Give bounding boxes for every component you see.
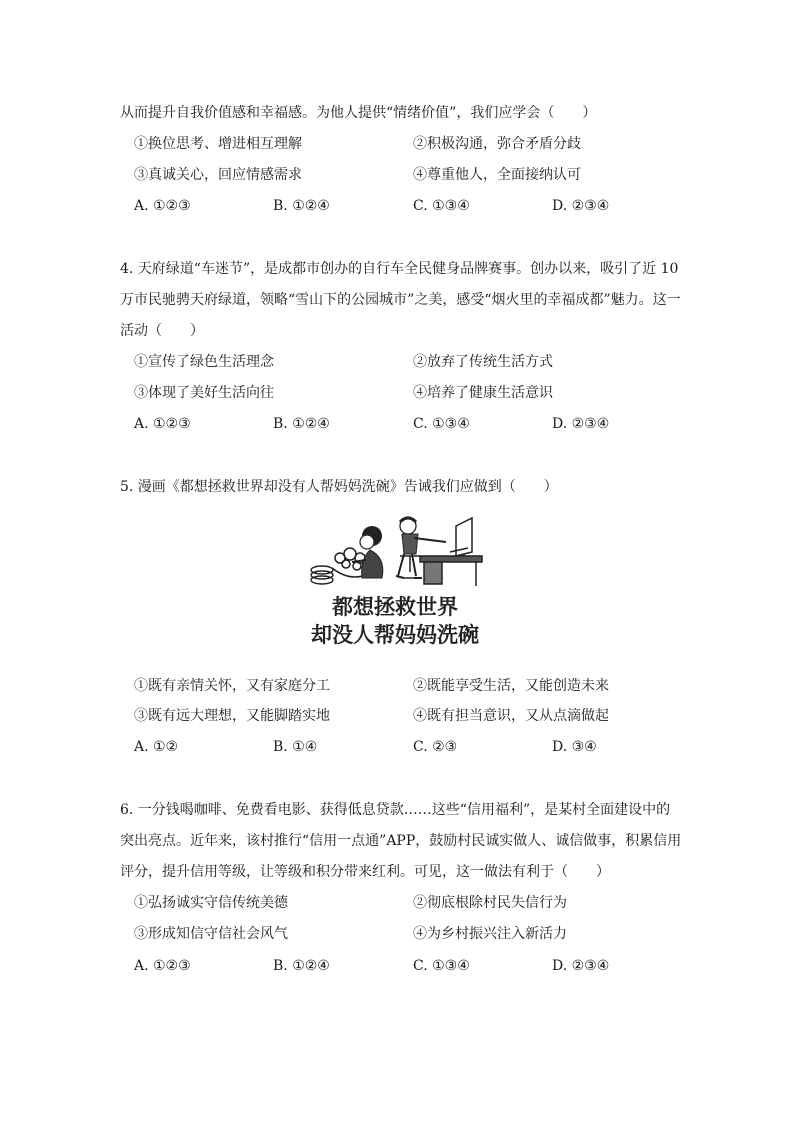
dish-stack-icon	[311, 566, 333, 584]
q3-option-4: ④尊重他人，全面接纳认可	[413, 167, 581, 183]
q4-option-4: ④培养了健康生活意识	[413, 385, 553, 401]
cartoon-caption-line-2: 却没人帮妈妈洗碗	[311, 623, 479, 647]
q5-option-3: ③既有远大理想，又能脚踏实地	[134, 708, 330, 724]
q6-option-1: ①弘扬诚实守信传统美德	[134, 895, 288, 911]
q3-choice-a: A. ①②③	[134, 198, 191, 214]
q4-stem-line-3: 活动（ ）	[120, 323, 204, 339]
q6-choice-d: D. ②③④	[552, 958, 610, 974]
q3-choice-d: D. ②③④	[552, 198, 610, 214]
cartoon-illustration	[300, 512, 490, 652]
q3-choice-b: B. ①②④	[273, 198, 330, 214]
q5-option-2: ②既能享受生活，又能创造未来	[413, 678, 609, 694]
q5-stem: 5. 漫画《都想拯救世界却没有人帮妈妈洗碗》告诫我们应做到（ ）	[120, 479, 558, 495]
q4-stem-line-1: 4. 天府绿道“车迷节”，是成都市创办的自行车全民健身品牌赛事。创办以来，吸引了近 10	[120, 261, 679, 277]
q5-choice-d: D. ③④	[552, 739, 597, 755]
q4-choice-b: B. ①②④	[273, 416, 330, 432]
q3-option-1: ①换位思考、增进相互理解	[134, 136, 302, 152]
q5-option-1: ①既有亲情关怀，又有家庭分工	[134, 678, 330, 694]
q4-option-2: ②放弃了传统生活方式	[413, 354, 553, 370]
q6-option-2: ②彻底根除村民失信行为	[413, 895, 567, 911]
q6-choice-b: B. ①②④	[273, 958, 330, 974]
q6-option-3: ③形成知信守信社会风气	[134, 926, 288, 942]
q5-choice-c: C. ②③	[413, 739, 458, 755]
q4-option-1: ①宣传了绿色生活理念	[134, 354, 274, 370]
q4-stem-line-2: 万市民驰骋天府绿道，领略“雪山下的公园城市”之美，感受“烟火里的幸福成都”魅力。这一	[120, 292, 681, 308]
q4-option-3: ③体现了美好生活向往	[134, 385, 274, 401]
q3-stem: 从而提升自我价值感和幸福感。为他人提供“情绪价值”，我们应学会（ ）	[120, 105, 597, 121]
q6-choice-a: A. ①②③	[134, 958, 191, 974]
q5-choice-a: A. ①②	[134, 739, 179, 755]
q4-choice-a: A. ①②③	[134, 416, 191, 432]
q5-option-4: ④既有担当意识，又从点滴做起	[413, 708, 609, 724]
cartoon-caption-line-1: 都想拯救世界	[332, 595, 458, 619]
q3-option-3: ③真诚关心，回应情感需求	[134, 167, 302, 183]
q6-stem-line-2: 突出亮点。近年来，该村推行“信用一点通”APP，鼓励村民诚实做人、诚信做事，积累信用	[120, 833, 682, 849]
q6-stem-line-3: 评分，提升信用等级，让等级和积分带来红利。可见，这一做法有利于（ ）	[120, 864, 610, 880]
q3-choice-c: C. ①③④	[413, 198, 470, 214]
q4-choice-c: C. ①③④	[413, 416, 470, 432]
q5-choice-b: B. ①④	[273, 739, 318, 755]
q6-stem-line-1: 6. 一分钱喝咖啡、免费看电影、获得低息贷款……这些“信用福利”，是某村全面建设中的	[120, 802, 671, 818]
q6-option-4: ④为乡村振兴注入新活力	[413, 926, 567, 942]
q6-choice-c: C. ①③④	[413, 958, 470, 974]
q4-choice-d: D. ②③④	[552, 416, 610, 432]
computer-desk-icon	[420, 518, 482, 586]
q3-option-2: ②积极沟通，弥合矛盾分歧	[413, 136, 581, 152]
cartoon-drawing	[300, 512, 490, 652]
